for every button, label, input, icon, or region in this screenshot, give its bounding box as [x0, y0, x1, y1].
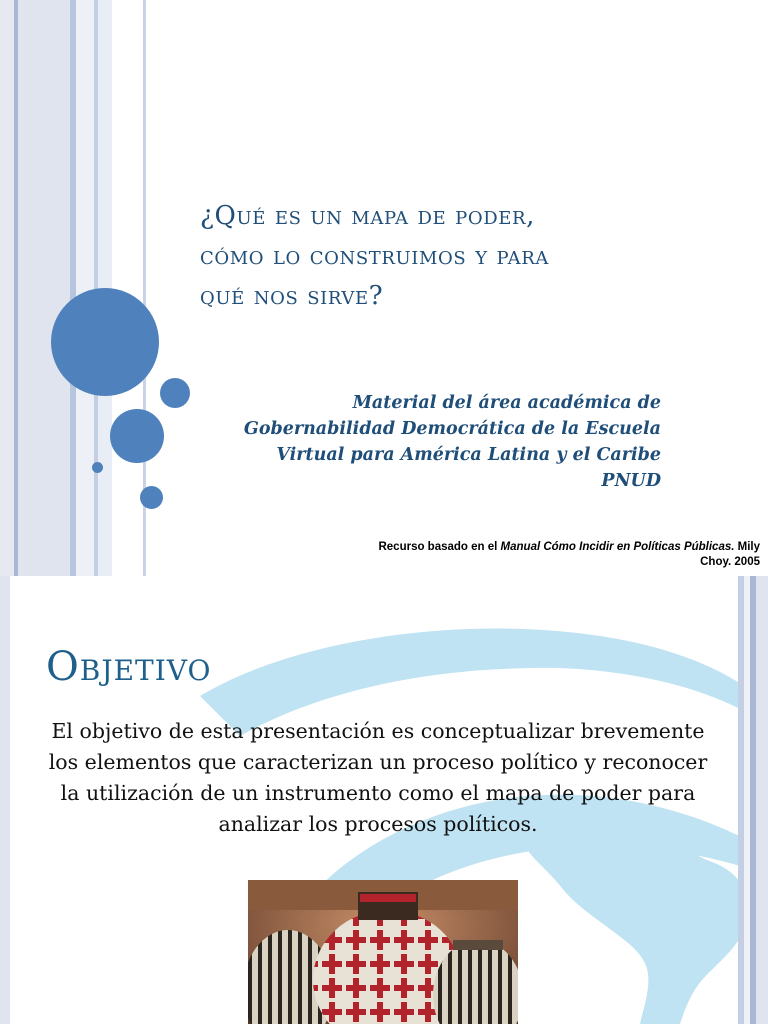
title-line: ¿Qué es un mapa de poder, — [200, 201, 535, 231]
credit-book-title: Manual Cómo Incidir en Políticas Públicas. — [500, 541, 735, 553]
medium-circle-decoration — [110, 409, 164, 463]
presentation-subtitle — [244, 390, 661, 494]
small-circle-decoration-2 — [140, 486, 163, 509]
section-title: Objetivo — [46, 644, 212, 690]
credit-prefix: Recurso basado en el — [378, 541, 501, 553]
subtitle-line: Virtual para América Latina y el Caribe — [276, 445, 661, 465]
title-line: qué nos sirve? — [200, 281, 384, 311]
source-credit — [378, 540, 760, 570]
small-circle-decoration — [160, 378, 190, 408]
decorative-stripes-right — [738, 576, 768, 1024]
large-circle-decoration — [51, 288, 159, 396]
credit-author: Mily — [734, 541, 760, 553]
subtitle-line: Gobernabilidad Democrática de la Escuela — [243, 419, 661, 439]
decorative-stripes — [0, 0, 150, 576]
credit-line-2: Choy. 2005 — [700, 556, 760, 568]
woven-baskets-photo — [248, 880, 518, 1024]
title-line: cómo lo construimos y para — [200, 241, 549, 271]
subtitle-line: PNUD — [601, 471, 661, 491]
tiny-circle-decoration — [92, 462, 103, 473]
subtitle-line: Material del área académica de — [352, 393, 661, 413]
objective-text: El objetivo de esta presentación es conceptualizar brevemente los elementos que caracterizan un proceso político y reconocer la utilización de un instrumento como el mapa de poder para analizar los procesos políticos. — [48, 719, 708, 836]
slide-objetivo — [0, 576, 768, 1024]
presentation-title — [200, 196, 700, 316]
